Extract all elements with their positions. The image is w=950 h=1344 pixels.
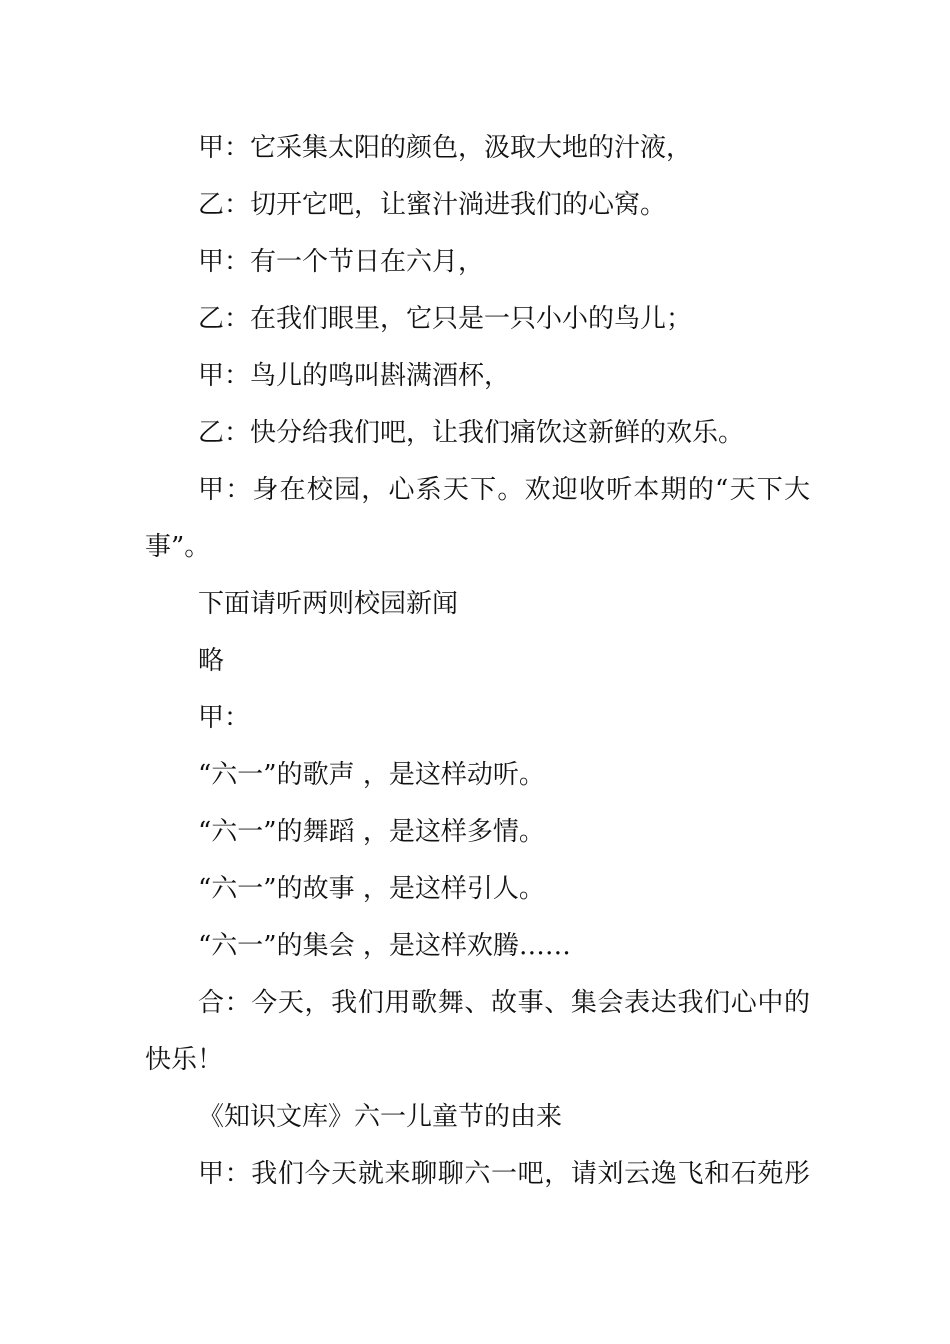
dialogue-line: 合：今天，我们用歌舞、故事、集会表达我们心中的 [198,988,810,1018]
section-title-line: 《知识文库》六一儿童节的由来 [198,1102,563,1132]
dialogue-line-continuation: 事”。 [145,532,211,562]
dialogue-line: 甲：身在校园，心系天下。欢迎收听本期的“天下大 [198,475,810,505]
verse-line: “六一”的舞蹈 ，是这样多情。 [198,817,545,847]
dialogue-line: 甲：我们今天就来聊聊六一吧，请刘云逸飞和石苑彤 [198,1159,810,1189]
section-line: 略 [198,646,225,676]
speaker-line: 甲： [198,703,251,733]
verse-line: “六一”的集会 ，是这样欢腾…… [198,931,571,961]
section-line: 下面请听两则校园新闻 [198,589,459,619]
verse-line: “六一”的故事 ，是这样引人。 [198,874,545,904]
dialogue-line: 乙：在我们眼里，它只是一只小小的鸟儿； [198,304,693,334]
dialogue-line: 乙：切开它吧，让蜜汁淌进我们的心窝。 [198,190,667,220]
script-text [145,120,810,1203]
dialogue-line-continuation: 快乐！ [145,1045,224,1075]
verse-line: “六一”的歌声 ，是这样动听。 [198,760,545,790]
dialogue-line: 甲：鸟儿的鸣叫斟满酒杯， [198,361,511,391]
dialogue-line: 甲：有一个节日在六月， [198,247,485,277]
dialogue-line: 乙：快分给我们吧，让我们痛饮这新鲜的欢乐。 [198,418,745,448]
dialogue-line: 甲：它采集太阳的颜色，汲取大地的汁液， [198,133,693,163]
